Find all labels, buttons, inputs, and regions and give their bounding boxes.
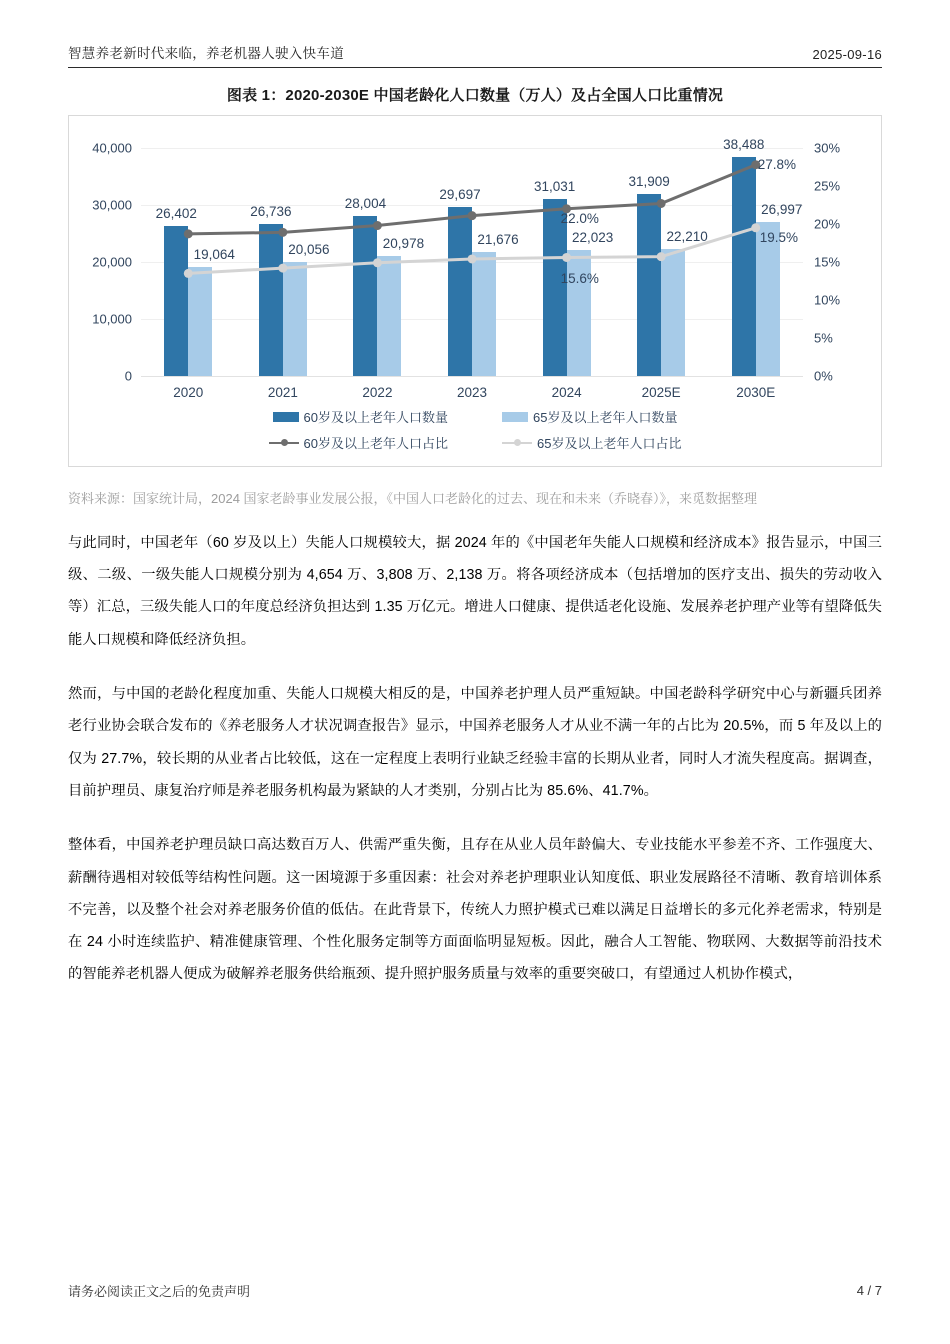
x-axis-tick: 2030E [736,385,776,400]
legend-label-60: 60岁及以上老年人口数量 [303,410,448,425]
legend-line-60-icon [269,438,299,448]
line-65plus-share-polyline [188,228,755,274]
bar-label-65plus: 19,064 [193,247,235,263]
legend-item-bar-60 [273,407,448,426]
body-paragraph: 整体看，中国养老护理员缺口高达数百万人、供需严重失衡，且存在从业人员年龄偏大、专业技能水平参差不齐、工作强度大、薪酬待遇相对较低等结构性问题。这一困境源于多重因素：社会对养老护理职业认知度低、职业发展路径不清晰、教育培训体系不完善，以及整个社会对养老服务价值的低估。在此背景下，传统人力照护模式已难以满足日益增长的多元化养老需求，特别是在 24 小时连续监护、精准健康管理、个性化服务定制等方面面临明显短板。因此，融合人工智能、物联网、大数据等前沿技术的智能养老机器人便成为破解养老服务供给瓶颈、提升照护服务质量与效率的重要突破口，有望通过人机协作模式， [68,837,882,983]
line-60plus-share-marker [184,229,193,238]
y-axis-right-tick: 20% [814,216,841,232]
bar-label-65plus: 21,676 [477,232,519,248]
legend-row-lines [269,433,682,452]
bar-label-60plus: 29,697 [439,186,481,202]
y-axis-right-tick: 25% [814,178,841,194]
chart-plot-area [92,136,841,400]
x-axis-tick: 2020 [173,385,204,400]
bar-label-60plus: 38,488 [723,136,765,152]
figure-title: 图表 1：2020-2030E 中国老龄化人口数量（万人）及占全国人口比重情况 [226,87,724,104]
x-axis-tick: 2024 [551,385,582,400]
line-65plus-share-marker [373,258,382,267]
body-copy [68,527,882,991]
bar-label-60plus: 28,004 [344,196,387,212]
figure-source: 资料来源：国家统计局，2024 国家老龄事业发展公报，《中国人口老龄化的过去、现在和未来（乔晓春）》，来觅数据整理 [68,491,758,506]
legend-label-line-60: 60岁及以上老年人口占比 [303,436,448,451]
legend-swatch-60-icon [273,412,299,422]
legend-item-line-65 [502,433,681,452]
line-60plus-share-marker [278,228,287,237]
bar-label-60plus: 31,909 [628,174,670,190]
page-header [68,0,882,68]
chart-figure [68,115,882,467]
line-65plus-share-marker [468,254,477,263]
chart-line-series [141,148,803,376]
y-axis-left-tick: 10,000 [92,311,132,327]
footer-page-number: 4 / 7 [856,1283,882,1298]
bar-label-65plus: 22,023 [571,230,614,246]
line-65plus-share-marker [278,264,287,273]
body-paragraph: 然而，与中国的老龄化程度加重、失能人口规模大相反的是，中国养老护理人员严重短缺。中国老龄科学研究中心与新疆兵团养老行业协会联合发布的《养老服务人才状况调查报告》显示，中国养老服务人才从业不满一年的占比为 20.5%，而 5 年及以上的仅为 27.7%，较长期的从业者占比较低，这在一定程度上表明行业缺乏经验丰富的长期从业者，同时人才流失程度高。据调查，目前护理员、康复治疗师是养老服务机构最为紧缺的人才类别，分别占比为 85.6%、41.7%。 [68,686,882,799]
chart-legend [69,407,881,452]
bar-label-65plus: 20,978 [382,236,425,252]
bar-label-60plus: 26,402 [155,205,197,221]
pct-label-60plus-2024: 22.0% [560,210,599,226]
y-axis-left-tick: 40,000 [92,140,132,156]
bar-label-60plus: 26,736 [250,203,292,219]
y-axis-right-tick: 5% [814,330,833,346]
gridline [141,376,803,377]
x-axis-tick: 2025E [641,385,681,400]
pct-label-60plus-2030e: 27.8% [757,156,796,172]
y-axis-left-tick: 30,000 [92,197,132,213]
y-axis-right-tick: 10% [814,292,841,308]
legend-line-65-icon [502,438,532,448]
page-footer [68,1281,882,1300]
pct-label-65plus-2030e: 19.5% [759,229,798,245]
y-axis-left-tick: 0 [124,368,132,384]
pct-label-65plus-2024: 15.6% [560,271,599,287]
line-60plus-share-polyline [188,165,755,234]
y-axis-left-tick: 20,000 [92,254,132,270]
header-title: 智慧养老新时代来临，养老机器人驶入快车道 [68,46,344,61]
line-60plus-share-marker [468,211,477,220]
x-axis-tick: 2021 [267,385,298,400]
body-paragraph: 与此同时，中国老年（60 岁及以上）失能人口规模较大，据 2024 年的《中国老年失能人口规模和经济成本》报告显示，中国三级、二级、一级失能人口规模分别为 4,654 万、3,808 万、2,138 万。将各项经济成本（包括增加的医疗支出、损失的劳动收入等）汇总，三级失能人口的年度总经济负担达到 1.35 万亿元。增进人口健康、提供适老化设施、发展养老护理产业等有望降低失能人口规模和降低经济负担。 [68,534,882,648]
bar-label-65plus: 22,210 [666,229,708,245]
y-axis-right-tick: 0% [814,368,833,384]
legend-item-line-60 [269,433,448,452]
legend-label-65: 65岁及以上老年人口数量 [533,410,678,425]
y-axis-right-tick: 30% [814,140,841,156]
bar-label-60plus: 31,031 [533,179,576,195]
header-date: 2025-09-16 [812,47,882,62]
y-axis-right-tick: 15% [814,254,841,270]
legend-item-bar-65 [502,407,677,426]
legend-swatch-65-icon [502,412,528,422]
line-60plus-share-marker [373,221,382,230]
line-65plus-share-marker [184,269,193,278]
legend-label-line-65: 65岁及以上老年人口占比 [537,436,682,451]
line-60plus-share-marker [657,199,666,208]
line-65plus-share-marker [657,252,666,261]
x-axis-tick: 2023 [456,385,488,400]
bar-label-65plus: 20,056 [288,241,330,257]
line-65plus-share-marker [562,253,571,262]
legend-row-bars [273,407,678,426]
x-axis-tick: 2022 [362,385,393,400]
bar-label-65plus: 26,997 [761,202,803,218]
footer-disclaimer: 请务必阅读正文之后的免责声明 [68,1284,251,1299]
